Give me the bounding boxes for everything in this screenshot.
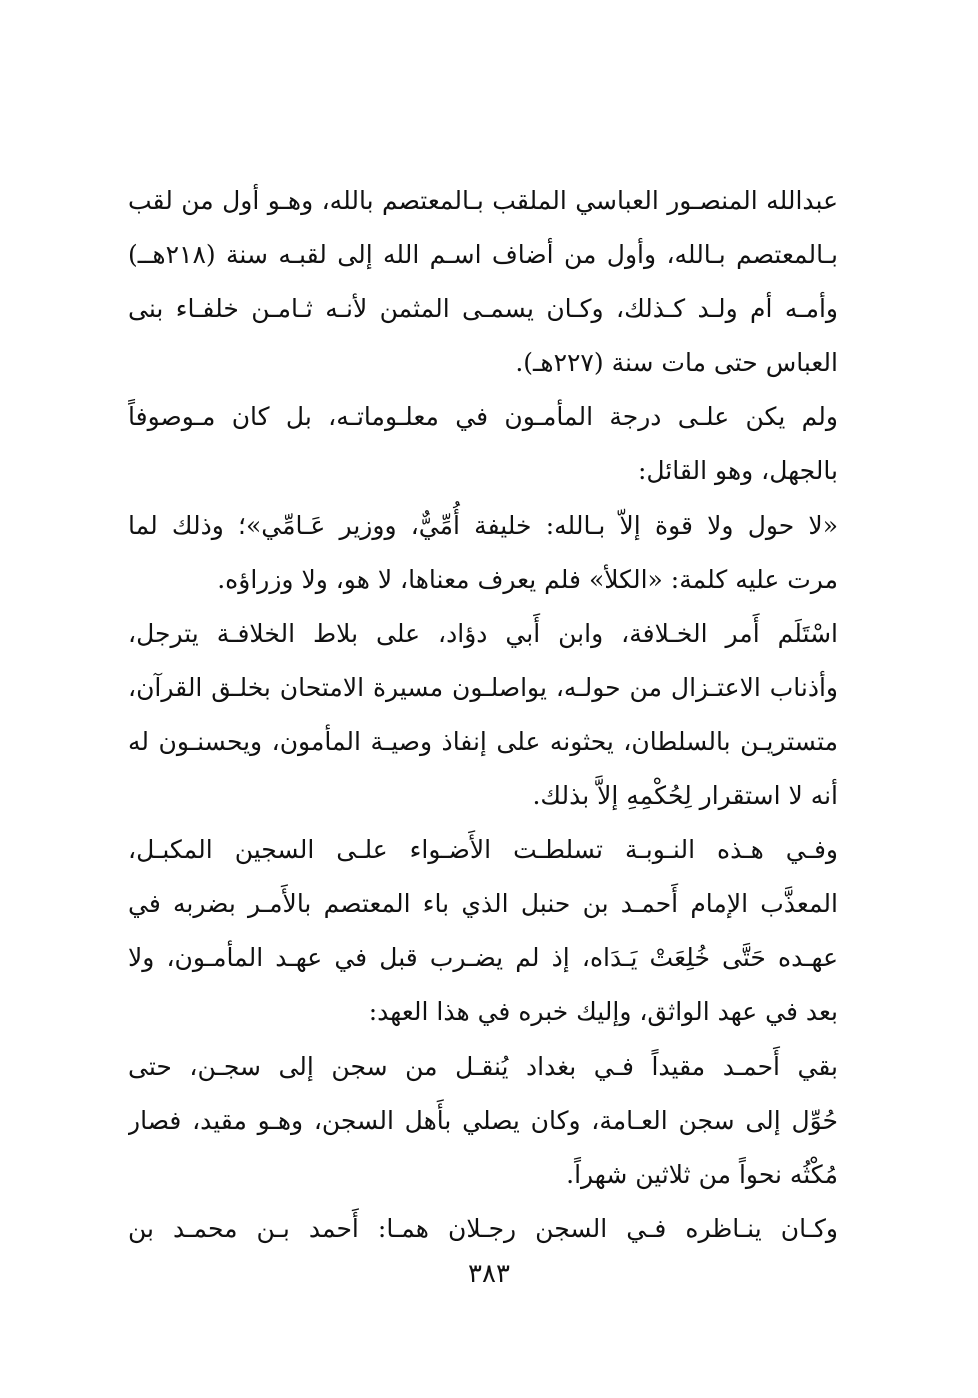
text-line: المعذَّب الإمام أَحمـد بن حنبل الذي باء المعتصم بالأَمـر بضربه في (128, 889, 838, 919)
text-line: بقي أَحمـد مقيداً فـي بغداد يُنقـل من سجن إلى سجـن، حتى (128, 1051, 838, 1081)
text-line: وكـان ينـاظره فـي السجن رجـلان همـا: أَحمد بـن محمـد بن (128, 1213, 838, 1243)
text-line: «لا حول ولا قوة إلاّ بـالله: خليفة أُمِّيٌّ، ووزير عَـامِّي»؛ وذلك لما (128, 510, 838, 540)
text-line: أنه لا استقرار لِحُكْمِهِ إلاَّ بذلك. (532, 781, 838, 811)
text-line: بـالمعتصم بـالله، وأول من أضاف اسـم الله إلى لقبـه سنة (٢١٨هــ) (128, 240, 838, 270)
text-line: وأمـه أم ولـد كـذلك، وكـان يسمـى المثمن لأنـه ثـامـن خلفـاء بنى (128, 294, 838, 324)
text-line: حُوِّل إلى سجن العـامة، وكان يصلي بأَهل السجن، وهـو مقيد، فصار (128, 1105, 838, 1135)
text-line: العباس حتى مات سنة (٢٢٧هـ). (515, 348, 838, 378)
text-line: متستريـن بالسلطان، يحثونه على إنفاذ وصيـة المأمون، ويحسنـون له (128, 726, 838, 756)
text-line: بالجهل، وهو القائل: (637, 456, 838, 486)
text-line: عبدالله المنصـور العباسي الملقب بـالمعتصم بالله، وهـو أول من لقب (128, 186, 838, 215)
text-line: عهـده حَتَّى خُلِعَتْ يَـدَاه، إذ لم يضـرب قبل في عهـد المأمـون، ولا (128, 943, 838, 973)
body-text (128, 174, 838, 1256)
text-line: وفـي هـذه النـوبـة تسلطـت الأَضـواء علـى السجين المكبـل، (128, 835, 838, 865)
text-line: بعد في عهد الواثق، وإليك خبره في هذا العهد: (368, 997, 838, 1027)
text-line: مُكْثُه نحواً من ثلاثين شهراً. (566, 1159, 838, 1189)
text-line: ولم يكن علـى درجة المأمـون في معلـوماتـه، بل كان مـوصوفاً (128, 402, 838, 432)
page-number: ٣٨٣ (468, 1259, 510, 1289)
text-line: وأذناب الاعتـزال من حولـه، يواصلـون مسيرة الامتحان بخلـق القرآن، (128, 672, 838, 702)
text-line: اسْتَلَم أَمر الخـلافة، وابن أَبي دؤاد، على بلاط الخلافـة يترجل، (128, 618, 838, 648)
text-line: مرت عليه كلمة: «الكلأ» فلم يعرف معناها، لا هو، ولا وزراؤه. (217, 564, 838, 594)
